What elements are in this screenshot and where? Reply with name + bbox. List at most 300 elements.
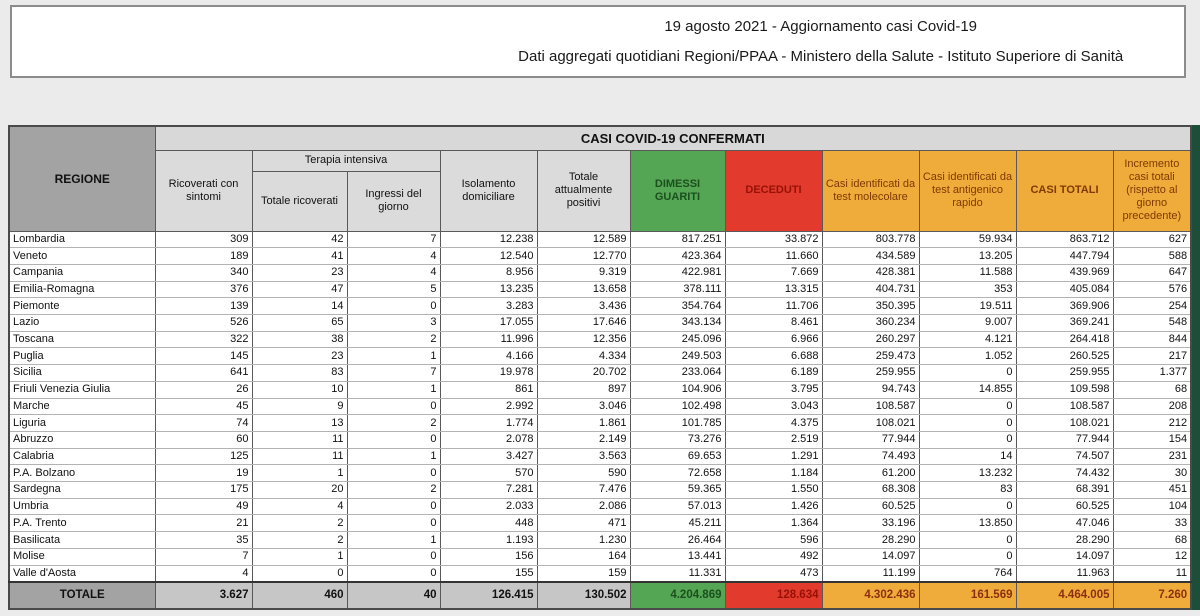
- table-row: [9, 381, 1191, 398]
- total-value-cell: 130.502: [537, 582, 630, 609]
- value-cell: 548: [1113, 315, 1191, 332]
- value-cell: 1.774: [440, 415, 537, 432]
- region-cell: Sicilia: [9, 365, 155, 382]
- value-cell: 1.052: [919, 348, 1016, 365]
- value-cell: 19.511: [919, 298, 1016, 315]
- value-cell: 104.906: [630, 381, 725, 398]
- value-cell: 428.381: [822, 264, 919, 281]
- value-cell: 471: [537, 515, 630, 532]
- value-cell: 6.966: [725, 331, 822, 348]
- value-cell: 2.519: [725, 431, 822, 448]
- value-cell: 13.441: [630, 548, 725, 565]
- value-cell: 1: [347, 348, 440, 365]
- value-cell: 0: [347, 298, 440, 315]
- table-row: [9, 231, 1191, 248]
- value-cell: 7: [155, 548, 252, 565]
- value-cell: 0: [919, 415, 1016, 432]
- table-row: [9, 415, 1191, 432]
- value-cell: 19.978: [440, 365, 537, 382]
- value-cell: 30: [1113, 465, 1191, 482]
- total-antigenico-cell: 161.569: [919, 582, 1016, 609]
- value-cell: 72.658: [630, 465, 725, 482]
- value-cell: 596: [725, 532, 822, 549]
- report-title: 19 agosto 2021 - Aggiornamento casi Covid-19: [664, 18, 978, 35]
- value-cell: 2: [347, 482, 440, 499]
- value-cell: 60.525: [822, 498, 919, 515]
- value-cell: 350.395: [822, 298, 919, 315]
- value-cell: 10: [252, 381, 347, 398]
- value-cell: 8.461: [725, 315, 822, 332]
- value-cell: 11.331: [630, 565, 725, 582]
- region-cell: Basilicata: [9, 532, 155, 549]
- total-value-cell: 126.415: [440, 582, 537, 609]
- value-cell: 0: [347, 431, 440, 448]
- value-cell: 0: [347, 515, 440, 532]
- value-cell: 322: [155, 331, 252, 348]
- column-header-dimessi-guariti: DIMESSI GUARITI: [630, 150, 725, 231]
- value-cell: 12.589: [537, 231, 630, 248]
- value-cell: 3.563: [537, 448, 630, 465]
- column-header-terapia-totale: Totale ricoverati: [252, 171, 347, 231]
- value-cell: 13.658: [537, 281, 630, 298]
- value-cell: 8.956: [440, 264, 537, 281]
- value-cell: 154: [1113, 431, 1191, 448]
- value-cell: 14.097: [1016, 548, 1113, 565]
- value-cell: 231: [1113, 448, 1191, 465]
- value-cell: 38: [252, 331, 347, 348]
- report-title-box: [10, 5, 1186, 78]
- value-cell: 13.232: [919, 465, 1016, 482]
- column-header-test-antigenico: Casi identificati da test antigenico rapido: [919, 150, 1016, 231]
- value-cell: 11.199: [822, 565, 919, 582]
- region-cell: Valle d'Aosta: [9, 565, 155, 582]
- value-cell: 47.046: [1016, 515, 1113, 532]
- value-cell: 19: [155, 465, 252, 482]
- total-value-cell: 3.627: [155, 582, 252, 609]
- value-cell: 74.493: [822, 448, 919, 465]
- value-cell: 23: [252, 348, 347, 365]
- value-cell: 108.021: [1016, 415, 1113, 432]
- value-cell: 11: [1113, 565, 1191, 582]
- value-cell: 451: [1113, 482, 1191, 499]
- value-cell: 11.963: [1016, 565, 1113, 582]
- value-cell: 233.064: [630, 365, 725, 382]
- value-cell: 189: [155, 248, 252, 265]
- value-cell: 65: [252, 315, 347, 332]
- value-cell: 9.319: [537, 264, 630, 281]
- table-row: [9, 532, 1191, 549]
- value-cell: 7.669: [725, 264, 822, 281]
- value-cell: 4.166: [440, 348, 537, 365]
- value-cell: 33: [1113, 515, 1191, 532]
- value-cell: 0: [347, 398, 440, 415]
- value-cell: 6.688: [725, 348, 822, 365]
- value-cell: 1.193: [440, 532, 537, 549]
- region-cell: Piemonte: [9, 298, 155, 315]
- value-cell: 59.365: [630, 482, 725, 499]
- totals-label: TOTALE: [9, 582, 155, 609]
- table-row: [9, 264, 1191, 281]
- value-cell: 94.743: [822, 381, 919, 398]
- value-cell: 13.315: [725, 281, 822, 298]
- value-cell: 101.785: [630, 415, 725, 432]
- value-cell: 7.281: [440, 482, 537, 499]
- region-cell: Calabria: [9, 448, 155, 465]
- value-cell: 897: [537, 381, 630, 398]
- region-cell: Veneto: [9, 248, 155, 265]
- value-cell: 817.251: [630, 231, 725, 248]
- value-cell: 259.955: [822, 365, 919, 382]
- value-cell: 9.007: [919, 315, 1016, 332]
- table-row: [9, 298, 1191, 315]
- value-cell: 0: [919, 548, 1016, 565]
- value-cell: 83: [919, 482, 1016, 499]
- value-cell: 45.211: [630, 515, 725, 532]
- value-cell: 11.588: [919, 264, 1016, 281]
- value-cell: 260.297: [822, 331, 919, 348]
- value-cell: 844: [1113, 331, 1191, 348]
- value-cell: 0: [919, 532, 1016, 549]
- value-cell: 74.432: [1016, 465, 1113, 482]
- value-cell: 2.149: [537, 431, 630, 448]
- value-cell: 26.464: [630, 532, 725, 549]
- region-cell: Sardegna: [9, 482, 155, 499]
- region-cell: Liguria: [9, 415, 155, 432]
- value-cell: 0: [347, 548, 440, 565]
- value-cell: 7: [347, 365, 440, 382]
- cutoff-column-strip: [1192, 125, 1200, 610]
- value-cell: 60: [155, 431, 252, 448]
- value-cell: 13.205: [919, 248, 1016, 265]
- value-cell: 3.043: [725, 398, 822, 415]
- report-title-text: [481, 7, 1161, 76]
- value-cell: 104: [1113, 498, 1191, 515]
- value-cell: 69.653: [630, 448, 725, 465]
- value-cell: 627: [1113, 231, 1191, 248]
- region-cell: Friuli Venezia Giulia: [9, 381, 155, 398]
- value-cell: 259.473: [822, 348, 919, 365]
- table-row: [9, 448, 1191, 465]
- value-cell: 12: [1113, 548, 1191, 565]
- value-cell: 68.308: [822, 482, 919, 499]
- value-cell: 11.996: [440, 331, 537, 348]
- value-cell: 1: [347, 448, 440, 465]
- value-cell: 11.660: [725, 248, 822, 265]
- value-cell: 13.235: [440, 281, 537, 298]
- value-cell: 109.598: [1016, 381, 1113, 398]
- column-header-casi-totali: CASI TOTALI: [1016, 150, 1113, 231]
- value-cell: 14: [919, 448, 1016, 465]
- total-molecolare-cell: 4.302.436: [822, 582, 919, 609]
- column-header-regione: REGIONE: [9, 126, 155, 231]
- value-cell: 439.969: [1016, 264, 1113, 281]
- value-cell: 41: [252, 248, 347, 265]
- report-subtitle: Dati aggregati quotidiani Regioni/PPAA - Ministero della Salute - Istituto Superiore di Sanità: [518, 48, 1124, 65]
- value-cell: 77.944: [822, 431, 919, 448]
- value-cell: 590: [537, 465, 630, 482]
- value-cell: 68: [1113, 381, 1191, 398]
- value-cell: 1: [347, 381, 440, 398]
- value-cell: 12.356: [537, 331, 630, 348]
- value-cell: 473: [725, 565, 822, 582]
- region-cell: Puglia: [9, 348, 155, 365]
- value-cell: 0: [919, 431, 1016, 448]
- value-cell: 164: [537, 548, 630, 565]
- total-incremento-cell: 7.260: [1113, 582, 1191, 609]
- value-cell: 156: [440, 548, 537, 565]
- value-cell: 49: [155, 498, 252, 515]
- value-cell: 3.283: [440, 298, 537, 315]
- value-cell: 125: [155, 448, 252, 465]
- value-cell: 423.364: [630, 248, 725, 265]
- column-header-attualmente-positivi: Totale attualmente positivi: [537, 150, 630, 231]
- value-cell: 1: [252, 465, 347, 482]
- value-cell: 260.525: [1016, 348, 1113, 365]
- table-row: [9, 431, 1191, 448]
- value-cell: 14: [252, 298, 347, 315]
- value-cell: 145: [155, 348, 252, 365]
- value-cell: 588: [1113, 248, 1191, 265]
- value-cell: 5: [347, 281, 440, 298]
- value-cell: 7.476: [537, 482, 630, 499]
- value-cell: 14.097: [822, 548, 919, 565]
- value-cell: 4: [252, 498, 347, 515]
- value-cell: 340: [155, 264, 252, 281]
- total-casi-totali-cell: 4.464.005: [1016, 582, 1113, 609]
- value-cell: 35: [155, 532, 252, 549]
- value-cell: 264.418: [1016, 331, 1113, 348]
- value-cell: 68: [1113, 532, 1191, 549]
- value-cell: 0: [919, 398, 1016, 415]
- value-cell: 108.021: [822, 415, 919, 432]
- value-cell: 21: [155, 515, 252, 532]
- value-cell: 1.184: [725, 465, 822, 482]
- value-cell: 13: [252, 415, 347, 432]
- totals-row: [9, 582, 1191, 609]
- value-cell: 570: [440, 465, 537, 482]
- column-header-terapia-ingressi: Ingressi del giorno: [347, 171, 440, 231]
- value-cell: 2: [252, 532, 347, 549]
- value-cell: 309: [155, 231, 252, 248]
- value-cell: 60.525: [1016, 498, 1113, 515]
- value-cell: 447.794: [1016, 248, 1113, 265]
- value-cell: 4.121: [919, 331, 1016, 348]
- value-cell: 68.391: [1016, 482, 1113, 499]
- value-cell: 4: [155, 565, 252, 582]
- region-cell: Lazio: [9, 315, 155, 332]
- value-cell: 1: [252, 548, 347, 565]
- value-cell: 3.795: [725, 381, 822, 398]
- table-row: [9, 548, 1191, 565]
- value-cell: 0: [347, 565, 440, 582]
- table-row: [9, 348, 1191, 365]
- value-cell: 33.872: [725, 231, 822, 248]
- value-cell: 7: [347, 231, 440, 248]
- value-cell: 1.230: [537, 532, 630, 549]
- value-cell: 353: [919, 281, 1016, 298]
- table-row: [9, 498, 1191, 515]
- value-cell: 59.934: [919, 231, 1016, 248]
- value-cell: 1.550: [725, 482, 822, 499]
- total-dimessi-cell: 4.204.869: [630, 582, 725, 609]
- value-cell: 764: [919, 565, 1016, 582]
- value-cell: 576: [1113, 281, 1191, 298]
- value-cell: 861: [440, 381, 537, 398]
- value-cell: 1.426: [725, 498, 822, 515]
- value-cell: 45: [155, 398, 252, 415]
- value-cell: 1.291: [725, 448, 822, 465]
- value-cell: 0: [919, 498, 1016, 515]
- value-cell: 155: [440, 565, 537, 582]
- value-cell: 14.855: [919, 381, 1016, 398]
- value-cell: 369.906: [1016, 298, 1113, 315]
- value-cell: 360.234: [822, 315, 919, 332]
- value-cell: 11: [252, 431, 347, 448]
- value-cell: 2.078: [440, 431, 537, 448]
- value-cell: 2.086: [537, 498, 630, 515]
- value-cell: 23: [252, 264, 347, 281]
- value-cell: 11.706: [725, 298, 822, 315]
- value-cell: 254: [1113, 298, 1191, 315]
- value-cell: 376: [155, 281, 252, 298]
- region-cell: Campania: [9, 264, 155, 281]
- value-cell: 1.861: [537, 415, 630, 432]
- table-row: [9, 465, 1191, 482]
- value-cell: 212: [1113, 415, 1191, 432]
- value-cell: 245.096: [630, 331, 725, 348]
- total-value-cell: 460: [252, 582, 347, 609]
- region-cell: Marche: [9, 398, 155, 415]
- column-header-deceduti: DECEDUTI: [725, 150, 822, 231]
- value-cell: 343.134: [630, 315, 725, 332]
- table-row: [9, 281, 1191, 298]
- value-cell: 159: [537, 565, 630, 582]
- value-cell: 217: [1113, 348, 1191, 365]
- value-cell: 3: [347, 315, 440, 332]
- table-body: [9, 231, 1191, 582]
- region-cell: Abruzzo: [9, 431, 155, 448]
- value-cell: 863.712: [1016, 231, 1113, 248]
- value-cell: 139: [155, 298, 252, 315]
- value-cell: 0: [347, 498, 440, 515]
- value-cell: 647: [1113, 264, 1191, 281]
- value-cell: 4: [347, 248, 440, 265]
- value-cell: 1.364: [725, 515, 822, 532]
- region-cell: Umbria: [9, 498, 155, 515]
- value-cell: 108.587: [822, 398, 919, 415]
- value-cell: 17.055: [440, 315, 537, 332]
- value-cell: 3.427: [440, 448, 537, 465]
- value-cell: 28.290: [822, 532, 919, 549]
- value-cell: 1: [347, 532, 440, 549]
- covid-data-table: [8, 125, 1192, 610]
- value-cell: 74: [155, 415, 252, 432]
- value-cell: 378.111: [630, 281, 725, 298]
- value-cell: 405.084: [1016, 281, 1113, 298]
- value-cell: 2: [347, 331, 440, 348]
- value-cell: 42: [252, 231, 347, 248]
- value-cell: 404.731: [822, 281, 919, 298]
- value-cell: 9: [252, 398, 347, 415]
- value-cell: 4.334: [537, 348, 630, 365]
- value-cell: 249.503: [630, 348, 725, 365]
- value-cell: 83: [252, 365, 347, 382]
- value-cell: 492: [725, 548, 822, 565]
- region-cell: Toscana: [9, 331, 155, 348]
- region-cell: P.A. Trento: [9, 515, 155, 532]
- value-cell: 12.540: [440, 248, 537, 265]
- value-cell: 2.033: [440, 498, 537, 515]
- table-row: [9, 315, 1191, 332]
- table-row: [9, 248, 1191, 265]
- column-group-terapia-intensiva: Terapia intensiva: [252, 150, 440, 171]
- value-cell: 2: [347, 415, 440, 432]
- value-cell: 2.992: [440, 398, 537, 415]
- value-cell: 20: [252, 482, 347, 499]
- region-cell: P.A. Bolzano: [9, 465, 155, 482]
- value-cell: 1.377: [1113, 365, 1191, 382]
- table-band-header: CASI COVID-19 CONFERMATI: [155, 126, 1191, 150]
- table-row: [9, 365, 1191, 382]
- region-cell: Emilia-Romagna: [9, 281, 155, 298]
- value-cell: 448: [440, 515, 537, 532]
- value-cell: 26: [155, 381, 252, 398]
- column-header-isolamento: Isolamento domiciliare: [440, 150, 537, 231]
- value-cell: 28.290: [1016, 532, 1113, 549]
- table-row: [9, 482, 1191, 499]
- value-cell: 12.238: [440, 231, 537, 248]
- region-cell: Molise: [9, 548, 155, 565]
- table-row: [9, 565, 1191, 582]
- value-cell: 422.981: [630, 264, 725, 281]
- table-row: [9, 398, 1191, 415]
- value-cell: 354.764: [630, 298, 725, 315]
- value-cell: 17.646: [537, 315, 630, 332]
- column-header-incremento: Incremento casi totali (rispetto al giorno precedente): [1113, 150, 1191, 231]
- value-cell: 0: [252, 565, 347, 582]
- value-cell: 0: [919, 365, 1016, 382]
- value-cell: 641: [155, 365, 252, 382]
- value-cell: 11: [252, 448, 347, 465]
- value-cell: 74.507: [1016, 448, 1113, 465]
- table-row: [9, 331, 1191, 348]
- value-cell: 369.241: [1016, 315, 1113, 332]
- value-cell: 803.778: [822, 231, 919, 248]
- value-cell: 3.436: [537, 298, 630, 315]
- value-cell: 3.046: [537, 398, 630, 415]
- value-cell: 2: [252, 515, 347, 532]
- value-cell: 6.189: [725, 365, 822, 382]
- value-cell: 73.276: [630, 431, 725, 448]
- value-cell: 47: [252, 281, 347, 298]
- value-cell: 526: [155, 315, 252, 332]
- value-cell: 33.196: [822, 515, 919, 532]
- region-cell: Lombardia: [9, 231, 155, 248]
- value-cell: 12.770: [537, 248, 630, 265]
- value-cell: 77.944: [1016, 431, 1113, 448]
- value-cell: 13.850: [919, 515, 1016, 532]
- value-cell: 0: [347, 465, 440, 482]
- value-cell: 4.375: [725, 415, 822, 432]
- value-cell: 259.955: [1016, 365, 1113, 382]
- total-value-cell: 40: [347, 582, 440, 609]
- value-cell: 434.589: [822, 248, 919, 265]
- value-cell: 4: [347, 264, 440, 281]
- value-cell: 61.200: [822, 465, 919, 482]
- value-cell: 102.498: [630, 398, 725, 415]
- column-header-ricoverati: Ricoverati con sintomi: [155, 150, 252, 231]
- value-cell: 20.702: [537, 365, 630, 382]
